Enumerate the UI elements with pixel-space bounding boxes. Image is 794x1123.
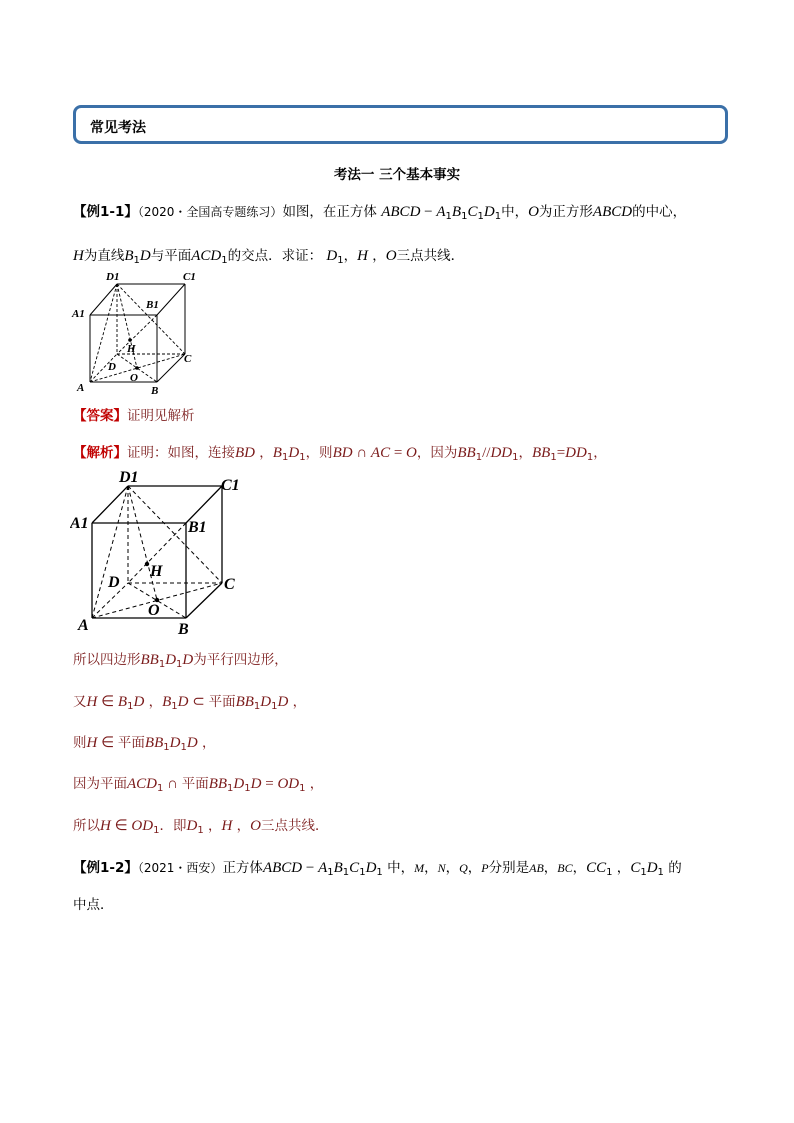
figure2-label: H xyxy=(150,563,163,580)
figure1-label: B1 xyxy=(146,299,159,311)
example1-text: 的交点．求证： xyxy=(227,248,323,264)
figure2-label: B1 xyxy=(188,519,207,536)
example1-tag: 【例1-1】 xyxy=(73,204,138,220)
proof-step-4: 因为平面$ACD_1$ ∩ 平面$BB_1D_1D = OD_1$ ， xyxy=(73,776,324,794)
example1-text: 为正方形 xyxy=(538,204,593,220)
proof-text: 所以四边形 xyxy=(73,652,141,668)
figure1-label: D1 xyxy=(106,271,120,283)
answer-text: 证明见解析 xyxy=(127,408,195,424)
example1-text: 与平面 xyxy=(150,248,192,264)
figure2-label: D xyxy=(108,574,120,591)
figure1-label: H xyxy=(127,343,136,355)
cube-figure-small xyxy=(70,270,200,398)
figure1-label: C1 xyxy=(183,271,196,283)
figure1-label: D xyxy=(108,361,116,373)
figure2-label: A1 xyxy=(70,515,89,532)
method-title: 考法一 三个基本事实 xyxy=(333,167,461,183)
example2-tag: 【例1-2】 xyxy=(73,860,138,876)
example2-line2: 中点． xyxy=(73,897,114,913)
section-title: 常见考法 xyxy=(90,120,146,136)
proof-text: 平面 xyxy=(117,735,145,751)
answer-tag: 【答案】 xyxy=(73,408,127,424)
figure1-label: B xyxy=(151,385,159,397)
proof-text: 三点共线． xyxy=(260,818,329,834)
example2-text: 正方体 xyxy=(222,860,263,876)
proof-text: 因为平面 xyxy=(73,776,127,792)
example1-line2: H为直线$B_1D$与平面$ACD_1$的交点．求证： $D_1$，H ，O三点共线． xyxy=(73,248,465,266)
proof-text: 又 xyxy=(73,694,87,710)
example2-source: （2021・西安） xyxy=(137,861,223,875)
figure2-label: D1 xyxy=(119,469,139,486)
proof-text: 所以 xyxy=(73,818,100,834)
figure2-label: O xyxy=(148,602,160,619)
proof-text: 则 xyxy=(73,735,87,751)
proof-step-3: 则H ∈ 平面$BB_1D_1D$ ， xyxy=(73,735,216,753)
proof-step-1: 所以四边形$BB_1D_1D$为平行四边形， xyxy=(73,652,288,670)
figure2-label: C xyxy=(224,576,235,593)
proof-step-5: 所以H ∈ $OD_1$．即$D_1$ ，H ，O三点共线． xyxy=(73,818,329,836)
analysis-line: 【解析】证明：如图，连接BD ，$B_1D_1$，则BD ∩ AC = O，因为$BB_1//DD_1$，$BB_1=DD_1$， xyxy=(73,445,607,463)
example1-text: 的中心， xyxy=(632,204,687,220)
proof-text: 平面 xyxy=(208,694,236,710)
example1-text: 三点共线． xyxy=(396,248,465,264)
figure2-label: C1 xyxy=(221,477,240,494)
proof-step-2: 又H ∈ $B_1D$ ，$B_1D$ ⊂ 平面$BB_1D_1D$ ， xyxy=(73,694,307,712)
figure1-label: A1 xyxy=(72,308,85,320)
example2-line1: 【例1-2】（2021・西安）正方体ABCD − $A_1B_1C_1D_1$ 中，M，N，Q，P分别是AB，BC，$CC_1$ ，$C_1D_1$ 的 xyxy=(73,860,682,878)
section-box xyxy=(73,105,728,144)
example1-source: （2020・全国高专题练习） xyxy=(137,205,283,219)
example1-text: 如图，在正方体 xyxy=(282,204,377,220)
answer-line xyxy=(73,404,195,424)
example2-text: 分别是 xyxy=(488,860,530,876)
figure1-label: O xyxy=(130,372,138,384)
example2-text: 的 xyxy=(668,860,682,876)
analysis-tag: 【解析】 xyxy=(73,445,127,461)
example1-line1: 【例1-1】（2020・全国高专题练习）如图，在正方体 ABCD − $A_1B_1C_1D_1$中，O为正方形ABCD的中心， xyxy=(73,204,687,222)
cube-figure-large xyxy=(70,466,250,642)
example1-text: 中， xyxy=(501,204,529,220)
example1-text: 为直线 xyxy=(83,248,125,264)
figure1-label: A xyxy=(77,382,85,394)
proof-text: 为平行四边形， xyxy=(193,652,288,668)
analysis-text: ，因为 xyxy=(416,445,458,461)
figure2-label: B xyxy=(178,621,189,638)
figure2-label: A xyxy=(78,617,89,634)
example2-text: 中， xyxy=(387,860,415,876)
proof-text: 平面 xyxy=(181,776,209,792)
figure1-label: C xyxy=(184,353,192,365)
proof-text: ．即 xyxy=(159,818,187,834)
analysis-text: 证明：如图，连接 xyxy=(127,445,235,461)
